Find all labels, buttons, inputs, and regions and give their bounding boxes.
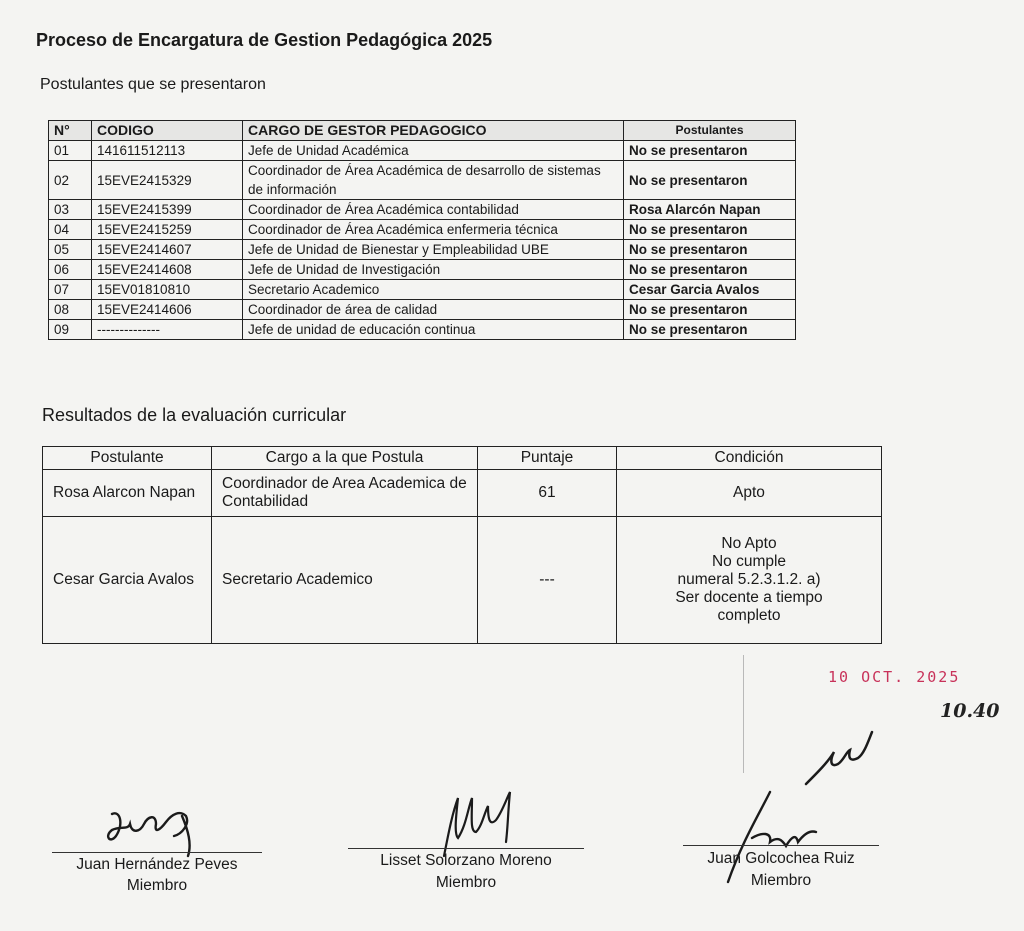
table-row	[49, 141, 796, 161]
cell-numero: 06	[49, 260, 92, 280]
header-condicion: Condición	[617, 447, 882, 470]
header-cargo: CARGO DE GESTOR PEDAGOGICO	[243, 121, 624, 141]
cell-condicion	[617, 470, 882, 517]
table-row	[49, 280, 796, 300]
header-codigo: CODIGO	[92, 121, 243, 141]
cell-cargo: Coordinador de Area Academica de Contabilidad	[212, 470, 478, 517]
signatory-role: Miembro	[750, 872, 812, 889]
condicion-line: Ser docente a tiempo	[675, 589, 823, 606]
cell-postulante: No se presentaron	[624, 220, 796, 240]
signature-line	[52, 852, 262, 853]
cell-postulante: No se presentaron	[624, 240, 796, 260]
signature-juan-golcochea	[712, 786, 822, 886]
postulantes-table	[48, 120, 796, 340]
cell-postulante: Rosa Alarcon Napan	[43, 470, 212, 517]
cell-codigo: --------------	[92, 320, 243, 340]
condicion-line: numeral 5.2.3.1.2. a)	[677, 571, 821, 588]
header-postulante: Postulante	[43, 447, 212, 470]
table-row	[43, 470, 882, 517]
stamp-border	[743, 655, 744, 773]
cell-postulante: Cesar Garcia Avalos	[43, 517, 212, 644]
cell-codigo: 15EVE2415259	[92, 220, 243, 240]
signatory-name: Juan Hernández Peves	[76, 856, 238, 873]
cell-postulante: Cesar Garcia Avalos	[624, 280, 796, 300]
cell-cargo: Jefe de unidad de educación continua	[243, 320, 624, 340]
cell-cargo: Coordinador de Área Académica enfermeria técnica	[243, 220, 624, 240]
cell-codigo: 141611512113	[92, 141, 243, 161]
header-cargo-postula: Cargo a la que Postula	[212, 447, 478, 470]
signature-lisset-solorzano	[422, 786, 532, 862]
cell-codigo: 15EVE2415329	[92, 161, 243, 200]
cell-numero: 08	[49, 300, 92, 320]
cell-numero: 02	[49, 161, 92, 200]
section-heading-resultados: Resultados de la evaluación curricular	[42, 405, 347, 425]
signature-line	[683, 845, 879, 846]
signature-juan-hernandez	[98, 800, 208, 860]
table-row	[49, 161, 796, 200]
cell-codigo: 15EVE2414606	[92, 300, 243, 320]
section-heading-postulantes: Postulantes que se presentaron	[40, 76, 266, 93]
header-numero: N°	[49, 121, 92, 141]
stamp-initials-signature	[800, 728, 880, 788]
cell-puntaje: 61	[478, 470, 617, 517]
header-postulantes: Postulantes	[624, 121, 796, 141]
cell-postulante: No se presentaron	[624, 161, 796, 200]
cell-codigo: 15EV01810810	[92, 280, 243, 300]
cell-cargo: Jefe de Unidad Académica	[243, 141, 624, 161]
signatory-name: Lisset Solorzano Moreno	[380, 852, 552, 869]
table-row	[49, 200, 796, 220]
table-header-row	[43, 447, 882, 470]
cell-postulante: No se presentaron	[624, 141, 796, 161]
resultados-table	[42, 446, 882, 644]
table-row	[49, 260, 796, 280]
cell-postulante: No se presentaron	[624, 300, 796, 320]
cell-numero: 01	[49, 141, 92, 161]
cell-cargo: Jefe de Unidad de Bienestar y Empleabilidad UBE	[243, 240, 624, 260]
table-header-row	[49, 121, 796, 141]
cell-codigo: 15EVE2414608	[92, 260, 243, 280]
condicion-line: completo	[717, 607, 781, 624]
cell-condicion	[617, 517, 882, 644]
table-row	[49, 240, 796, 260]
handwritten-time: 10.40	[940, 700, 1000, 722]
cell-cargo: Secretario Academico	[212, 517, 478, 644]
signature-line	[348, 848, 584, 849]
signatory-name: Juan Golcochea Ruiz	[707, 850, 855, 867]
table-row	[49, 320, 796, 340]
document-title: Proceso de Encargatura de Gestion Pedagógica 2025	[36, 30, 493, 50]
cell-cargo: Jefe de Unidad de Investigación	[243, 260, 624, 280]
cell-cargo: Coordinador de área de calidad	[243, 300, 624, 320]
signatory-role: Miembro	[435, 874, 497, 891]
cell-codigo: 15EVE2414607	[92, 240, 243, 260]
reception-stamp-date: 10 OCT. 2025	[828, 668, 961, 686]
cell-numero: 04	[49, 220, 92, 240]
cell-cargo: Coordinador de Área Académica contabilidad	[243, 200, 624, 220]
cell-puntaje: ---	[478, 517, 617, 644]
table-row	[49, 220, 796, 240]
cell-postulante: No se presentaron	[624, 260, 796, 280]
cell-codigo: 15EVE2415399	[92, 200, 243, 220]
condicion-line: No cumple	[711, 553, 787, 570]
cell-numero: 05	[49, 240, 92, 260]
signatory-role: Miembro	[126, 877, 188, 894]
cell-numero: 09	[49, 320, 92, 340]
cell-cargo: Secretario Academico	[243, 280, 624, 300]
condicion-line: No Apto	[721, 535, 777, 552]
cell-numero: 07	[49, 280, 92, 300]
cell-cargo: Coordinador de Área Académica de desarrollo de sistemas de información	[243, 161, 624, 200]
condicion-line: Apto	[733, 484, 765, 501]
cell-numero: 03	[49, 200, 92, 220]
cell-postulante: Rosa Alarcón Napan	[624, 200, 796, 220]
header-puntaje: Puntaje	[478, 447, 617, 470]
cell-postulante: No se presentaron	[624, 320, 796, 340]
table-row	[49, 300, 796, 320]
table-row	[43, 517, 882, 644]
